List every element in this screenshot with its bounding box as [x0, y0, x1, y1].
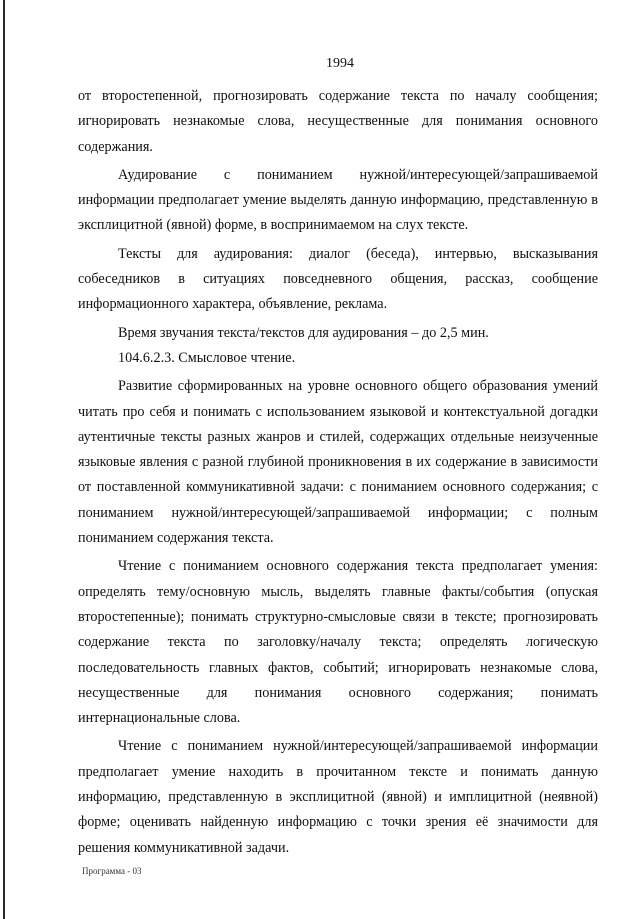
page-edge-shadow: [3, 0, 5, 919]
paragraph-reading-specific-info: Чтение с пониманием нужной/интересующей/запрашиваемой информации предполагает умение находить в прочитанном тексте и понимать данную информацию, представленную в эксплицитной (явной) и имплицитной (неявной) форме; оценивать найденную информацию с точки зрения её значимости для решения коммуникативной задачи.: [78, 738, 598, 856]
document-body: [78, 84, 598, 861]
paragraph-continuation: от второстепенной, прогнозировать содержание текста по началу сообщения; игнорировать незнакомые слова, несущественные для понимания основного содержания.: [78, 88, 598, 155]
paragraph-reading-main-content: Чтение с пониманием основного содержания текста предполагает умения: определять тему/основную мысль, выделять главные факты/события (опуская второстепенные); понимать структурно-смысловые связи в тексте; прогнозировать содержание текста по заголовку/началу текста; определять логическую последовательность главных фактов, событий; игнорировать незнакомые слова, несущественные для понимания основного содержания; понимать интернациональные слова.: [78, 558, 598, 727]
paragraph-listening-texts: Тексты для аудирования: диалог (беседа), интервью, высказывания собеседников в ситуациях повседневного общения, рассказ, сообщение информационного характера, объявление, реклама.: [78, 245, 598, 313]
page-number: 1994: [326, 56, 354, 71]
paragraph-listening-specific-info: Аудирование с пониманием нужной/интересующей/запрашиваемой информации предполагает умение выделять данную информацию, представленную в эксплицитной (явной) форме, в воспринимаемом на слух тексте.: [78, 166, 598, 234]
section-heading-semantic-reading: 104.6.2.3. Смысловое чтение.: [118, 349, 296, 366]
paragraph-reading-skills: Развитие сформированных на уровне основного общего образования умений читать про себя и понимать с использованием языковой и контекстуальной догадки аутентичные тексты разных жанров и стилей, содержащих отдельные неизученные языковые явления с разной глубиной проникновения в их содержание в зависимости от поставленной коммуникативной задачи: с пониманием основного содержания; с пониманием нужной/интересующей/запрашиваемой информации; с полным пониманием содержания текста.: [78, 378, 598, 547]
paragraph-listening-time: Время звучания текста/текстов для аудирования – до 2,5 мин.: [118, 324, 489, 341]
footer-label: Программа - 03: [82, 866, 142, 876]
